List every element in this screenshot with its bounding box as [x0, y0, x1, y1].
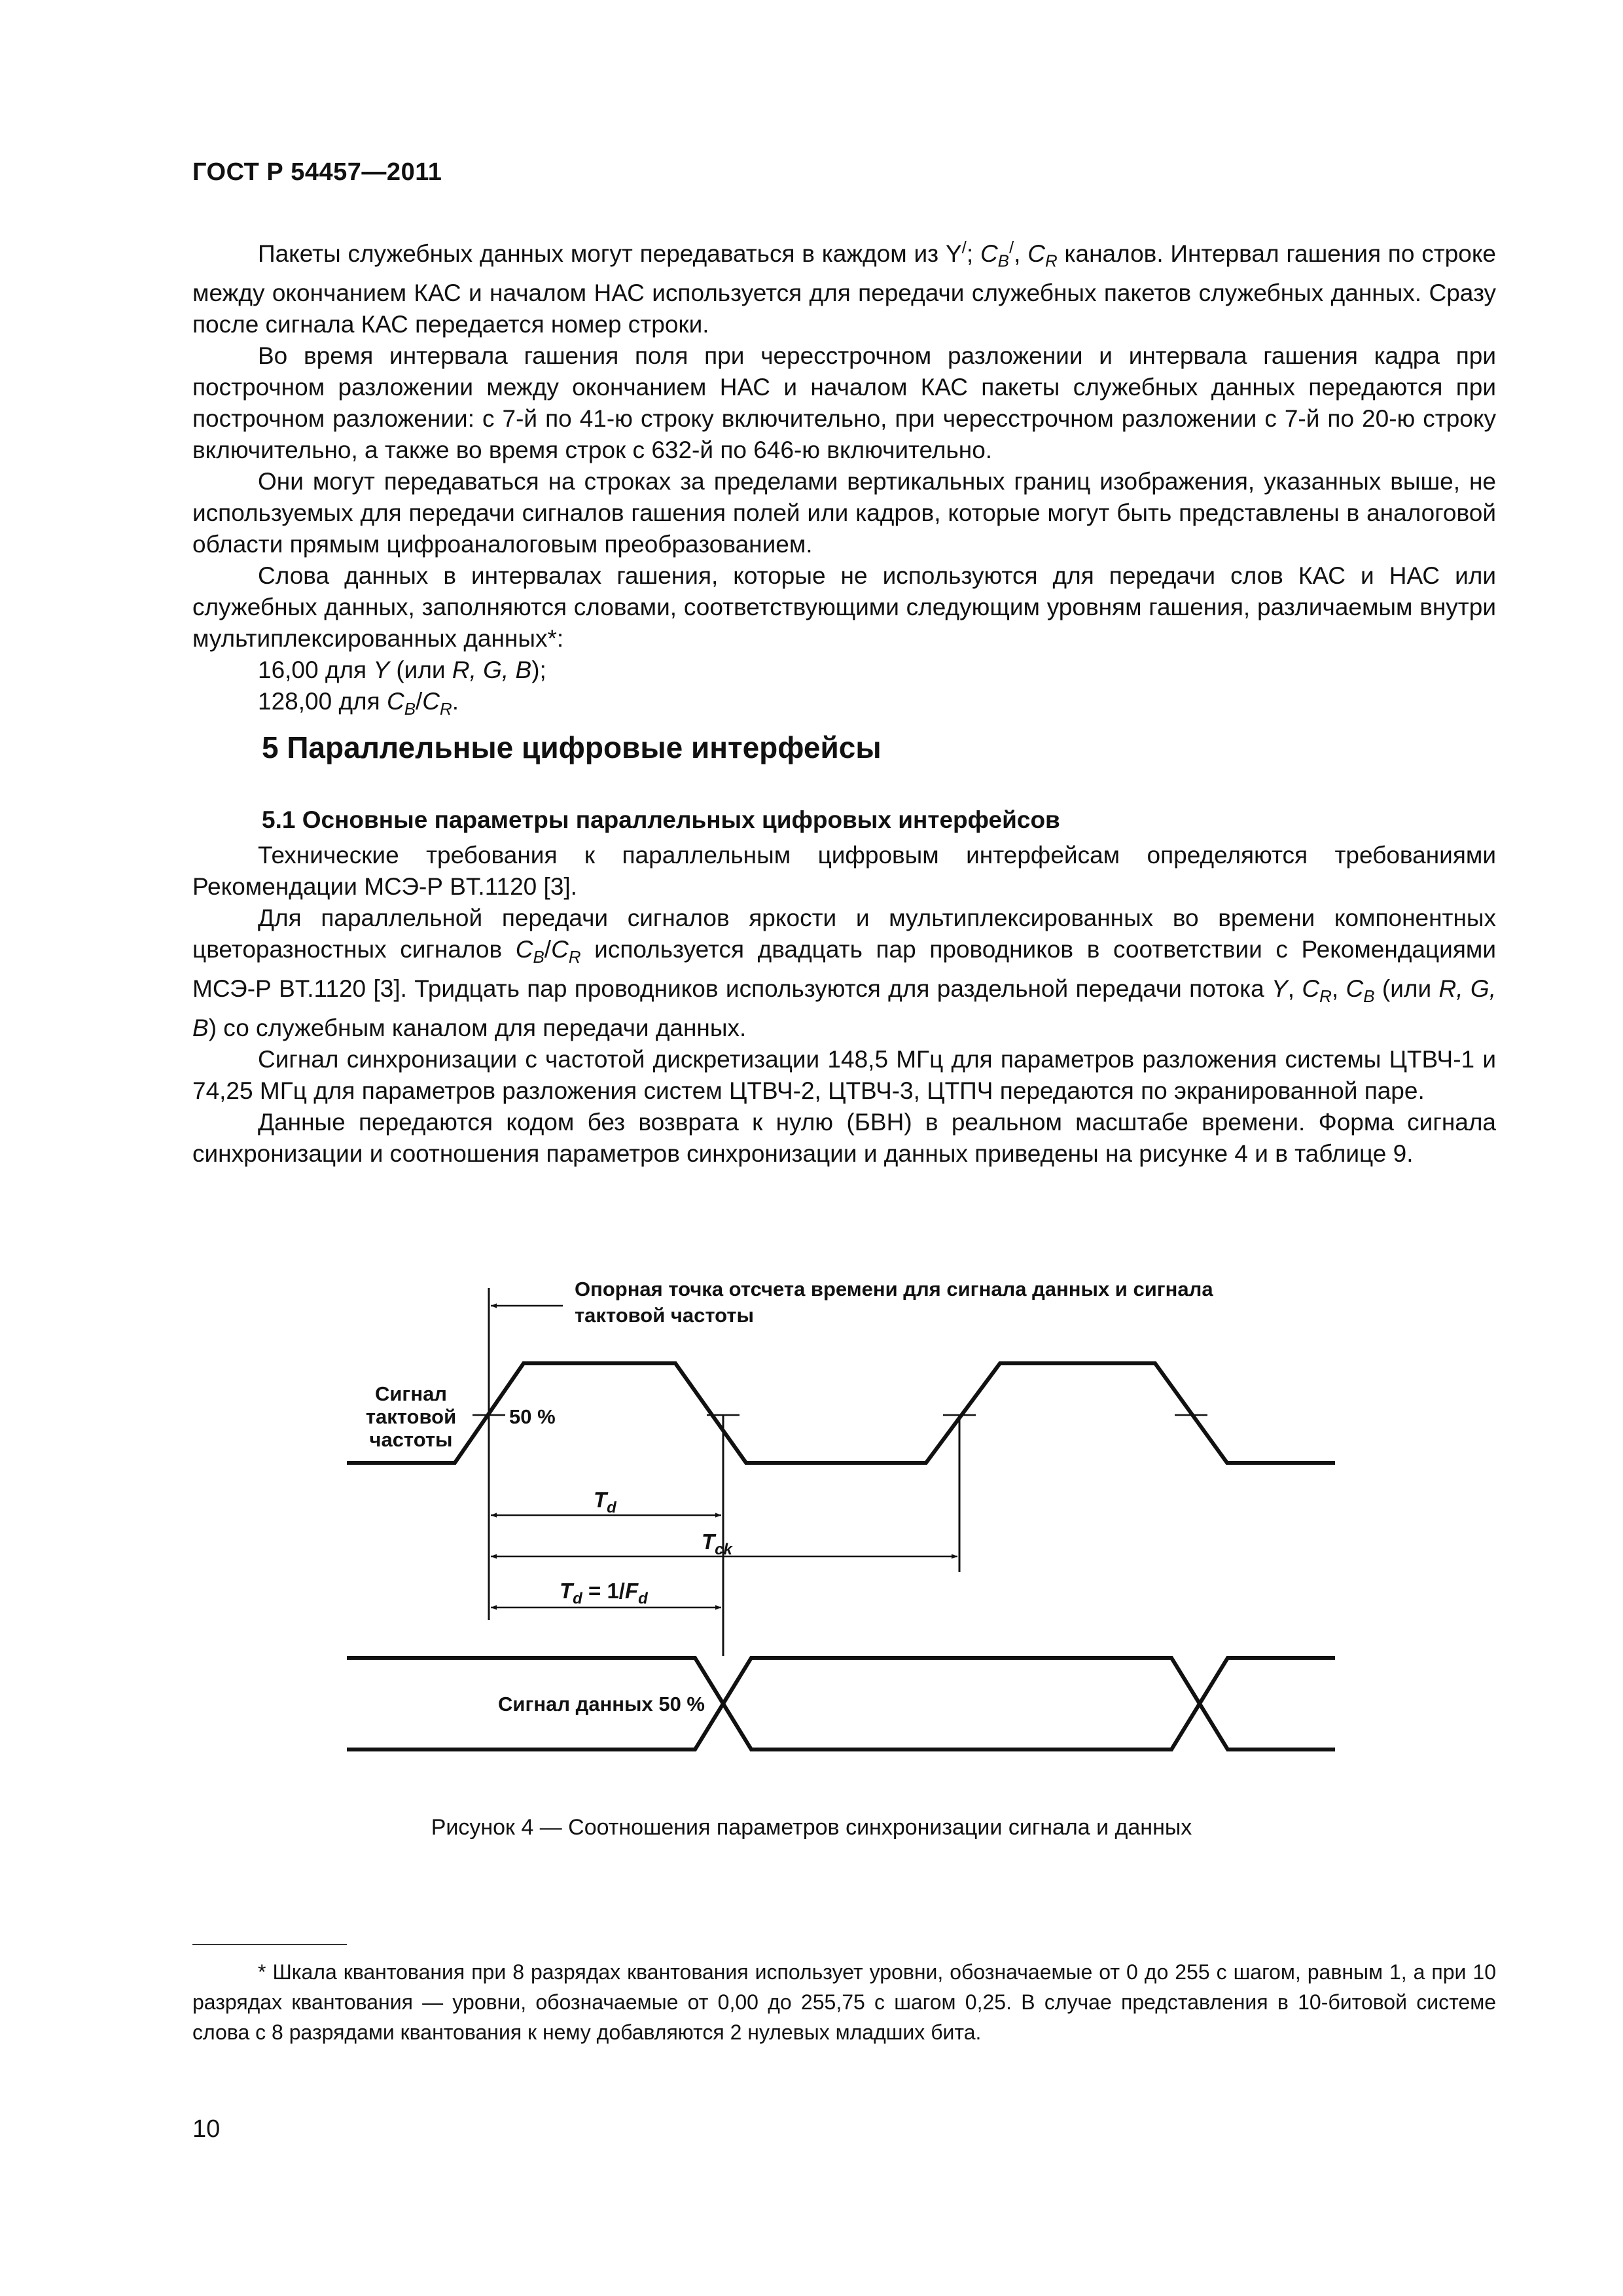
reference-label-line1: Опорная точка отсчета времени для сигнала данных и сигнала [575, 1278, 1213, 1300]
clock-label-line3: частоты [369, 1428, 453, 1451]
document-header: ГОСТ Р 54457—2011 [192, 158, 442, 186]
intro-text [192, 232, 1496, 725]
section-title: 5 Параллельные цифровые интерфейсы [262, 730, 882, 764]
blanking-level-cbcr: 128,00 для $C_B/C_R$. [258, 687, 459, 719]
footnote [192, 1957, 1496, 2047]
figure-caption: Рисунок 4 — Соотношения параметров синхронизации сигнала и данных [431, 1815, 1192, 1840]
intro-paragraph-2: Во время интервала гашения поля при чересстрочном разложении и интервала гашения кадра при построчном разложении между окончанием НАС и началом КАС пакеты служебных данных передаются при построчном разложении: с 7-й по 41-ю строку включительно, при чересстрочном разложении с 7-й по 20-ю строку включительно, а также во время строк с 632-й по 646-ю включительно. [192, 342, 1496, 463]
subsection-title: 5.1 Основные параметры параллельных цифровых интерфейсов [262, 806, 1060, 833]
clock-label-line2: тактовой [365, 1405, 457, 1428]
data-waveform-upper [347, 1658, 1335, 1704]
body-paragraph-3: Сигнал синхронизации с частотой дискретизации 148,5 МГц для параметров разложения системы ЦТВЧ-1 и 74,25 МГц для параметров разложения систем ЦТВЧ-2, ЦТВЧ-3, ЦТПЧ передаются по экранированной паре. [192, 1045, 1496, 1104]
tdf-label: $T_d = 1/F_d$ [560, 1579, 648, 1607]
intro-paragraph-4: Слова данных в интервалах гашения, которые не используются для передачи слов КАС и НАС или служебных данных, заполняются словами, соответствующими следующим уровням гашения, различаемым внутри мультиплексированных данных*: [192, 562, 1496, 652]
blanking-level-y: 16,00 для Y (или R, G, B); [258, 656, 546, 683]
clock-waveform [347, 1363, 1335, 1463]
footnote-separator [192, 1944, 347, 1945]
clock-50-percent-label: 50 % [509, 1405, 556, 1428]
td-label: $T_d$ [594, 1488, 616, 1516]
body-text [192, 840, 1496, 1170]
tck-label: $T_{ck}$ [702, 1530, 732, 1558]
page-number: 10 [192, 2115, 221, 2143]
footnote-text: * Шкала квантования при 8 разрядах квантования использует уровни, обозначаемые от 0 до 255 с шагом, равным 1, а при 10 разрядах квантования — уровни, обозначаемые от 0,00 до 255,75 с шагом 0,25. В случае представления в 10-битовой системе слова с 8 разрядами квантования к нему добавляются 2 нулевых младших бита. [192, 1960, 1496, 2044]
data-signal-label: Сигнал данных 50 % [498, 1693, 705, 1715]
clock-label-line1: Сигнал [374, 1382, 448, 1405]
body-paragraph-2: Для параллельной передачи сигналов яркости и мультиплексированных во времени компонентных цветоразностных сигналов $C_B/C_R$ используется двадцать пар проводников в соответствии с Рекомендациями МСЭ-Р BT.1120 [3]. Тридцать пар проводников используются для раздельной передачи потока Y, $C_R$, $C_B$ (или R, G, B) со служебным каналом для передачи данных. [192, 905, 1496, 1041]
data-waveform-lower [347, 1704, 1335, 1749]
intro-paragraph-3: Они могут передаваться на строках за пределами вертикальных границ изображения, указанных выше, не используемых для передачи сигналов гашения полей или кадров, которые могут быть представлены в аналоговой области прямым цифроаналоговым преобразованием. [192, 467, 1496, 558]
intro-paragraph-1: Пакеты служебных данных могут передаваться в каждом из Y/; $C_B^/$, $C_R$ каналов. Интервал гашения по строке между окончанием КАС и началом НАС используется для передачи служебных пакетов служебных данных. Сразу после сигнала КАС передается номер строки. [192, 239, 1497, 338]
body-paragraph-1: Технические требования к параллельным цифровым интерфейсам определяются требованиями Рекомендации МСЭ-Р BT.1120 [3]. [192, 842, 1496, 900]
reference-label-line2: тактовой частоты [575, 1304, 754, 1327]
body-paragraph-4: Данные передаются кодом без возврата к нулю (БВН) в реальном масштабе времени. Форма сигнала синхронизации и соотношения параметров синхронизации и данных приведены на рисунке 4 и в таблице 9. [192, 1108, 1496, 1167]
timing-diagram [0, 1244, 1623, 1806]
